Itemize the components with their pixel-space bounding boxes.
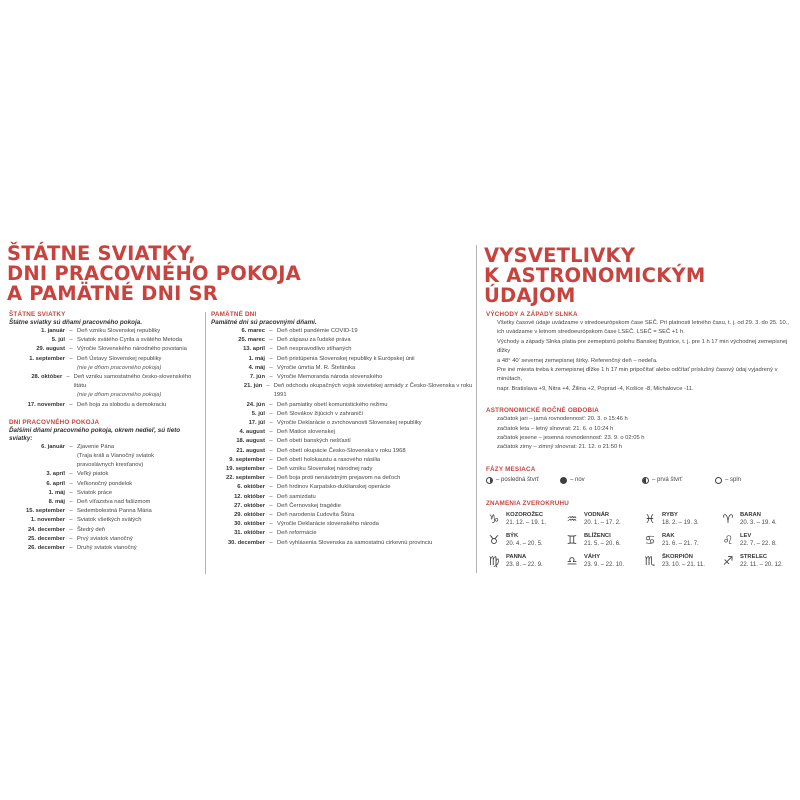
list-item	[9, 526, 199, 535]
moon-phase-full	[715, 476, 741, 485]
dash-separator: –	[69, 480, 73, 487]
paragraph-line: a 48° 40' severnej zemepisnej šírky. Referenčný deň – nedeľa.	[497, 357, 658, 364]
item-date: 1. november	[30, 517, 65, 524]
item-date: 27. október	[234, 502, 265, 509]
item-date: 18. august	[236, 438, 265, 445]
sunrise-paragraph	[497, 366, 798, 394]
sunrise-notes	[486, 319, 798, 394]
item-text: Deň odchodu okupačných vojsk sovietskej armády z Česko-Slovenska v roku 1991	[273, 383, 473, 399]
zodiac-sign	[564, 554, 642, 569]
title-line: ÚDAJOM	[484, 284, 576, 307]
item-date: 7. jún	[249, 374, 265, 381]
item-date: 29. august	[36, 346, 65, 353]
zodiac-name: KOZOROŽEC	[506, 511, 544, 518]
new-moon-icon	[560, 477, 567, 484]
list-item	[9, 535, 199, 544]
paragraph-line: Všetky časové údaje uvádzame v stredoeurópskom čase SEČ. Pri platnosti letného času, t. j. od 29. 3. do 25. 10.,	[497, 320, 789, 326]
item-date: 24. december	[27, 526, 65, 533]
zodiac-sign	[486, 533, 564, 548]
item-date: 4. august	[239, 429, 265, 436]
zodiac-dates: 18. 2. – 19. 3.	[662, 519, 699, 526]
zodiac-baran-icon: ♈	[722, 511, 734, 526]
page-title-astronomy	[484, 246, 705, 306]
list-item	[9, 373, 199, 391]
list-item	[211, 483, 476, 492]
list-item	[9, 507, 199, 516]
dash-separator: –	[66, 374, 70, 381]
zodiac-text	[662, 512, 699, 527]
column-divider	[205, 312, 206, 574]
item-date: 1. máj	[48, 489, 65, 496]
section-heading-sunrise: VÝCHODY A ZÁPADY SLNKA	[486, 311, 578, 318]
list-item-note	[9, 391, 199, 400]
item-text: Výročie Deklarácie o zvrchovanosti Slovenskej republiky	[277, 420, 422, 427]
dash-separator: –	[269, 512, 273, 519]
item-text: Deň vzniku samostatného česko-slovenského štátu	[73, 374, 192, 390]
zodiac-dates: 22. 7. – 22. 8.	[740, 540, 777, 547]
dash-separator: –	[69, 337, 73, 344]
item-text: Deň boja proti nenávistným prejavom na deťoch	[277, 475, 401, 482]
item-date: 21. august	[236, 447, 265, 454]
zodiac-name: VODNÁR	[584, 511, 610, 518]
zodiac-text	[506, 554, 543, 569]
list-item	[211, 373, 476, 382]
item-text: Deň zápasu za ľudské práva	[277, 337, 351, 344]
zodiac-text	[506, 512, 546, 527]
dash-separator: –	[269, 493, 273, 500]
zodiac-dates: 22. 11. – 20. 12.	[740, 561, 783, 568]
section-heading-zodiac: ZNAMENIA ZVEROKRUHU	[486, 499, 569, 507]
zodiac-text	[506, 533, 543, 548]
item-text: Deň samizdatu	[277, 493, 316, 500]
item-text: Deň Ústavy Slovenskej republiky	[77, 355, 162, 362]
zodiac-text	[740, 554, 783, 569]
list-item	[211, 447, 476, 456]
dash-separator: –	[69, 526, 73, 533]
moon-phase-new	[560, 476, 585, 485]
zodiac-text	[662, 554, 705, 569]
list-item	[211, 437, 476, 446]
list-item	[211, 336, 476, 345]
item-text: Deň pristúpenia Slovenskej republiky k Európskej únii	[277, 355, 415, 362]
item-text: Deň obetí holokaustu a rasového násilia	[277, 456, 381, 463]
item-date: 24. jún	[246, 401, 265, 408]
zodiac-dates: 23. 10. – 21. 11.	[662, 561, 705, 568]
item-text: Veľkonočný pondelok	[77, 480, 133, 487]
item-date: 31. október	[234, 530, 265, 537]
zodiac-dates: 21. 6. – 21. 7.	[662, 540, 699, 547]
spacer	[9, 452, 77, 461]
list-item-note	[9, 452, 199, 461]
item-date: 28. október	[31, 374, 63, 381]
item-date: 12. október	[234, 493, 265, 500]
item-text: Štedrý deň	[77, 526, 106, 533]
list-item	[211, 474, 476, 483]
dash-separator: –	[69, 328, 73, 334]
last-moon-icon	[486, 477, 493, 484]
item-text: Deň obetí banských nešťastí	[277, 438, 351, 445]
item-text: Deň vyhlásenia Slovenska za samostatnú cirkevnú provinciu	[277, 539, 433, 546]
spacer	[9, 461, 77, 470]
item-date: 26. december	[27, 545, 65, 552]
zodiac-dates: 20. 3. – 19. 4.	[740, 519, 777, 526]
zodiac-dates: 21. 12. – 19. 1.	[506, 519, 547, 526]
dash-separator: –	[269, 346, 273, 353]
item-date: 17. november	[27, 401, 65, 408]
dash-separator: –	[269, 374, 273, 381]
item-text: Deň obetí okupácie Česko-Slovenska v roku 1968	[277, 447, 406, 454]
list-item	[211, 502, 476, 511]
zodiac-name: BÝK	[506, 532, 519, 539]
season-item: začiatok jari – jarná rovnodennosť: 20. 3. o 15:46 h	[497, 416, 628, 423]
seasons-list	[486, 415, 798, 453]
dash-separator: –	[269, 466, 273, 473]
dash-separator: –	[269, 475, 273, 482]
dash-separator: –	[69, 471, 73, 478]
spacer	[9, 364, 77, 373]
item-text: Deň narodenia Ľudovíta Štúra	[277, 512, 355, 519]
title-line: ŠTÁTNE SVIATKY,	[7, 242, 196, 265]
zodiac-dates: 20. 4. – 20. 5.	[506, 540, 543, 547]
dash-separator: –	[269, 438, 273, 445]
zodiac-sign	[720, 554, 798, 569]
moon-phases-legend	[486, 476, 798, 486]
paragraph-line: napr. Bratislava +9, Nitra +4, Žilina +2, Poprad -4, Košice -8, Michalovce -11.	[497, 385, 694, 392]
zodiac-text	[584, 554, 624, 569]
zodiac-sign	[642, 512, 720, 527]
list-item	[9, 327, 199, 336]
list-item	[211, 364, 476, 373]
list-item	[9, 345, 199, 354]
zodiac-name: ŠKORPIÓN	[662, 553, 693, 560]
zodiac-name: BARAN	[740, 511, 761, 518]
rest-days-list	[9, 443, 199, 553]
item-text: Druhý sviatok vianočný	[77, 545, 137, 552]
memorial-days-column	[211, 311, 476, 548]
item-date: 30. december	[227, 539, 265, 546]
sunrise-paragraph	[497, 319, 798, 338]
list-item	[211, 327, 476, 336]
astronomy-column	[486, 311, 798, 569]
zodiac-text	[740, 533, 777, 548]
item-date: 21. jún	[243, 383, 263, 390]
dash-separator: –	[69, 508, 73, 515]
zodiac-text	[584, 512, 621, 527]
zodiac-dates: 23. 8. – 22. 9.	[506, 561, 543, 568]
zodiac-vahy-icon: ♎	[566, 553, 578, 568]
spacer	[9, 391, 77, 400]
moon-phase-label: – prvá štvrť	[652, 477, 683, 484]
dash-separator: –	[269, 355, 273, 362]
item-date: 1. január	[41, 328, 65, 334]
item-text: Veľký piatok	[77, 471, 109, 478]
moon-phase-last	[486, 476, 539, 485]
item-text: Výročie Memoranda národa slovenského	[277, 374, 383, 381]
zodiac-text	[584, 533, 621, 548]
section-subtitle: Štátne sviatky sú dňami pracovného pokoja.	[9, 319, 142, 326]
page-title-holidays	[7, 244, 301, 304]
zodiac-sign	[564, 512, 642, 527]
zodiac-name: RYBY	[662, 511, 678, 518]
dash-separator: –	[69, 355, 73, 362]
zodiac-sign	[486, 554, 564, 569]
dash-separator: –	[269, 484, 273, 491]
paragraph-line: Východy a západy Slnka platia pre zemepisnú polohu Banskej Bystrice, t. j. pre 1 h 17 min východnej zemepisnej dĺžky	[497, 338, 788, 355]
zodiac-rak-icon: ♋	[644, 532, 656, 547]
dash-separator: –	[269, 401, 273, 408]
zodiac-sign	[486, 512, 564, 527]
state-holidays-column	[9, 311, 199, 553]
item-text: Deň víťazstva nad fašizmom	[77, 499, 151, 506]
list-item	[9, 480, 199, 489]
zodiac-byk-icon: ♉	[488, 532, 500, 547]
zodiac-lev-icon: ♌	[722, 532, 734, 547]
item-note: (Traja králi a Vianočný sviatok	[77, 453, 155, 460]
zodiac-text	[662, 533, 699, 548]
paragraph-line: ich uvádzame v letnom stredoeurópskom čase LSEČ. LSEČ = SEČ +1 h.	[497, 329, 685, 336]
full-moon-icon	[715, 477, 722, 484]
section-heading-memorial-days: PAMÄTNÉ DNI	[211, 311, 257, 318]
item-date: 19. september	[226, 466, 265, 473]
dash-separator: –	[69, 545, 73, 552]
dash-separator: –	[69, 346, 73, 353]
dash-separator: –	[266, 383, 270, 390]
section-heading-moon-phases: FÁZY MESIACA	[486, 465, 536, 473]
list-item	[9, 489, 199, 498]
zodiac-name: VÁHY	[584, 553, 601, 560]
zodiac-grid	[486, 512, 798, 569]
title-line: K ASTRONOMICKÝM	[484, 264, 706, 287]
dash-separator: –	[269, 539, 273, 546]
zodiac-ryby-icon: ♓	[644, 511, 656, 526]
item-text: Výročie Deklarácie slovenského národa	[277, 521, 379, 528]
item-note: (nie je dňom pracovného pokoja)	[77, 364, 162, 371]
list-item	[211, 428, 476, 437]
section-heading-state-holidays: ŠTÁTNE SVIATKY	[9, 311, 66, 318]
zodiac-name: RAK	[662, 532, 675, 539]
list-item	[211, 382, 476, 400]
item-text: Deň obetí pandémie COVID-19	[277, 328, 358, 334]
zodiac-dates: 21. 5. – 20. 6.	[584, 540, 621, 547]
item-date: 6. október	[237, 484, 265, 491]
list-item	[211, 493, 476, 502]
item-date: 3. apríl	[46, 471, 65, 478]
section-subtitle: Pamätné dni sú pracovnými dňami.	[211, 319, 317, 326]
item-text: Prvý sviatok vianočný	[77, 535, 133, 542]
item-text: Deň reformácie	[277, 530, 317, 537]
dash-separator: –	[69, 443, 73, 450]
item-date: 6. marec	[241, 328, 265, 334]
item-text: Sviatok práce	[77, 489, 113, 496]
list-item	[211, 529, 476, 538]
item-date: 5. júl	[251, 410, 265, 417]
zodiac-dates: 23. 9. – 22. 10.	[584, 561, 625, 568]
dash-separator: –	[69, 535, 73, 542]
title-line: VYSVETLIVKY	[484, 244, 636, 267]
title-line: A PAMÄTNÉ DNI SR	[7, 282, 218, 305]
item-text: Deň nespravodlivo stíhaných	[277, 346, 352, 353]
moon-phase-label: – posledná štvrť	[496, 477, 539, 484]
zodiac-dates: 20. 1. – 17. 2.	[584, 519, 621, 526]
item-note: (nie je dňom pracovného pokoja)	[77, 392, 162, 399]
memorial-days-list	[211, 327, 476, 548]
page-divider	[476, 245, 477, 573]
dash-separator: –	[269, 456, 273, 463]
item-date: 1. máj	[248, 355, 265, 362]
zodiac-name: LEV	[740, 532, 752, 539]
zodiac-skorpion-icon: ♏	[644, 553, 656, 568]
item-note: pravoslávnych kresťanov)	[77, 462, 144, 469]
item-date: 25. december	[27, 535, 65, 542]
list-item	[9, 498, 199, 507]
dash-separator: –	[269, 337, 273, 344]
item-text: Deň Matice slovenskej	[277, 429, 335, 436]
section-heading-rest-days: DNI PRACOVNÉHO POKOJA	[9, 418, 100, 426]
zodiac-sign	[642, 533, 720, 548]
item-text: Deň Černovskej tragédie	[277, 502, 341, 509]
dash-separator: –	[269, 530, 273, 537]
item-text: Sviatok svätého Cyrila a svätého Metoda	[77, 337, 183, 344]
moon-phase-label: – nov	[570, 477, 585, 484]
dash-separator: –	[269, 521, 273, 528]
item-date: 6. január	[41, 443, 65, 450]
state-holidays-list	[9, 327, 199, 410]
zodiac-sign	[720, 512, 798, 527]
season-item: začiatok jesene – jesenná rovnodennosť: 23. 9. o 02:05 h	[497, 435, 645, 442]
list-item-note	[9, 461, 199, 470]
zodiac-vodnar-icon: ♒	[566, 511, 578, 526]
item-text: Sedembolestná Panna Mária	[77, 508, 152, 515]
paragraph-line: Pre iné miesta treba k zemepisnej dĺžke 1 h 17 min pripočítať alebo odčítať príslušný časový údaj vyjadrený v minútach,	[497, 367, 778, 383]
list-item	[211, 465, 476, 474]
title-line: DNI PRACOVNÉHO POKOJA	[7, 262, 301, 285]
zodiac-text	[740, 512, 777, 527]
section-heading-seasons: ASTRONOMICKÉ ROČNÉ OBDOBIA	[486, 407, 599, 415]
dash-separator: –	[269, 429, 273, 436]
item-text: Zjavenie Pána	[77, 443, 115, 450]
item-text: Deň boja za slobodu a demokraciu	[77, 401, 167, 408]
item-text: Deň Slovákov žijúcich v zahraničí	[277, 410, 364, 417]
list-item	[9, 544, 199, 553]
list-item	[211, 539, 476, 548]
zodiac-name: PANNA	[506, 553, 527, 560]
dash-separator: –	[269, 447, 273, 454]
dash-separator: –	[69, 499, 73, 506]
item-date: 1. september	[29, 355, 65, 362]
dash-separator: –	[269, 364, 273, 371]
dash-separator: –	[69, 401, 73, 408]
dash-separator: –	[69, 517, 73, 524]
zodiac-strelec-icon: ♐	[722, 553, 734, 568]
item-date: 4. máj	[248, 364, 265, 371]
item-text: Sviatok všetkých svätých	[77, 517, 142, 524]
list-item	[211, 456, 476, 465]
zodiac-sign	[720, 533, 798, 548]
dash-separator: –	[269, 502, 273, 509]
zodiac-name: STRELEC	[740, 553, 768, 560]
list-item	[211, 520, 476, 529]
dash-separator: –	[69, 489, 73, 496]
list-item	[9, 355, 199, 364]
moon-phase-label: – spln	[725, 477, 742, 484]
list-item	[9, 516, 199, 525]
zodiac-panna-icon: ♍	[488, 553, 500, 568]
item-text: Deň pamiatky obetí komunistického režimu	[277, 401, 388, 408]
moon-phase-first	[642, 476, 682, 485]
list-item	[9, 443, 199, 452]
zodiac-name: BLÍŽENCI	[584, 532, 611, 539]
section-subtitle: Ďalšími dňami pracovného pokoja, okrem nedieľ, sú tieto sviatky:	[9, 426, 181, 442]
list-item-note	[9, 364, 199, 373]
sunrise-paragraph	[497, 338, 798, 366]
zodiac-kozorozec-icon: ♑	[488, 511, 500, 526]
list-item	[211, 511, 476, 520]
item-date: 22. september	[226, 475, 265, 482]
dash-separator: –	[269, 420, 273, 427]
list-item	[211, 410, 476, 419]
list-item	[9, 401, 199, 410]
season-item: začiatok leta – letný slnovrat: 21. 6. o 10:24 h	[497, 425, 614, 432]
list-item	[9, 336, 199, 345]
zodiac-sign	[564, 533, 642, 548]
item-date: 13. apríl	[243, 346, 265, 353]
item-date: 17. júl	[248, 420, 265, 427]
item-date: 15. september	[26, 508, 65, 515]
list-item	[9, 470, 199, 479]
item-date: 6. apríl	[46, 480, 65, 487]
list-item	[211, 401, 476, 410]
season-item: začiatok zimy – zimný slnovrat: 21. 12. o 21:50 h	[497, 444, 623, 451]
list-item	[211, 419, 476, 428]
item-date: 29. október	[234, 512, 265, 519]
zodiac-blizenci-icon: ♊	[566, 532, 578, 547]
item-date: 25. marec	[238, 337, 265, 344]
item-text: Deň vzniku Slovenskej republiky	[77, 328, 161, 334]
list-item	[211, 345, 476, 354]
list-item	[211, 355, 476, 364]
dash-separator: –	[269, 410, 273, 417]
item-date: 5. júl	[51, 337, 65, 344]
item-date: 30. október	[234, 521, 265, 528]
item-text: Deň hrdinov Karpatsko-duklianskej operácie	[277, 484, 391, 491]
item-date: 9. september	[229, 456, 265, 463]
item-date: 8. máj	[48, 499, 65, 506]
zodiac-sign	[642, 554, 720, 569]
first-moon-icon	[642, 477, 649, 484]
item-text: Deň vzniku Slovenskej národnej rady	[277, 466, 373, 473]
item-text: Výročie Slovenského národného povstania	[77, 346, 187, 353]
dash-separator: –	[269, 328, 273, 334]
item-text: Výročie úmrtia M. R. Štefánika	[277, 364, 356, 371]
